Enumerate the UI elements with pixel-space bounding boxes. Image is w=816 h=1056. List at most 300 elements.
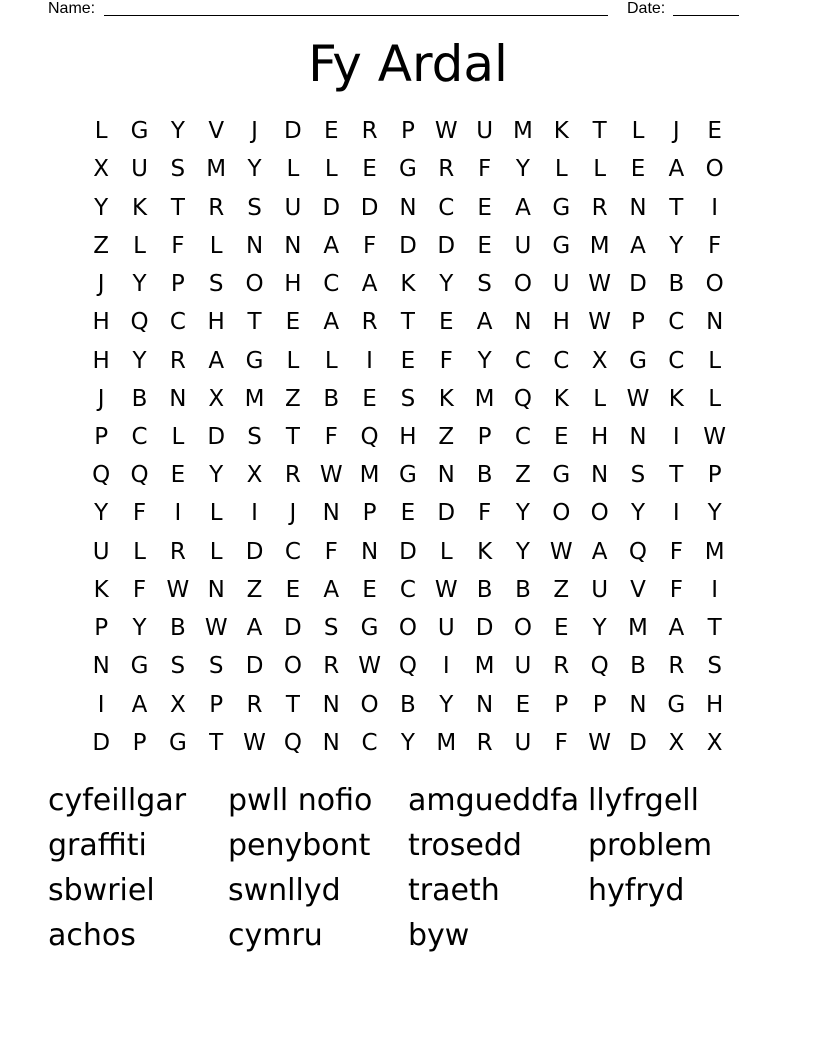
grid-letter: R [591,194,608,221]
grid-letter: Q [283,729,302,756]
grid-letter: B [169,615,186,642]
grid-letter: P [554,691,569,718]
name-field-line [104,0,608,16]
grid-letter: N [629,691,647,718]
grid-letter: K [553,118,569,145]
grid-letter: W [434,576,458,603]
grid-letter: W [588,309,612,336]
grid-letter: B [630,653,646,680]
grid-letter: I [97,691,105,718]
grid-letter: U [514,232,532,259]
grid-letter: L [94,118,108,145]
grid-letter: W [434,118,458,145]
grid-letter: S [630,462,646,489]
grid-letter: J [97,385,105,412]
grid-letter: W [588,729,612,756]
grid-letter: N [514,309,532,336]
grid-letter: N [476,691,494,718]
grid-letter: R [284,462,301,489]
grid-row [82,380,734,418]
grid-letter: K [400,271,416,298]
grid-letter: S [170,653,186,680]
grid-letter: N [92,653,110,680]
grid-letter: D [284,615,302,642]
grid-letter: R [208,194,225,221]
grid-letter: X [668,729,685,756]
date-field-line [673,0,739,16]
grid-letter: H [706,691,724,718]
grid-letter: J [289,500,297,527]
grid-letter: X [591,347,608,374]
grid-letter: H [92,309,110,336]
grid-letter: L [593,156,607,183]
grid-letter: U [514,653,532,680]
word-list-item: swnllyd [228,873,341,908]
grid-letter: E [630,156,646,183]
grid-letter: F [669,576,683,603]
page-title: Fy Ardal [308,35,508,93]
grid-letter: W [358,653,381,680]
grid-letter: R [323,653,340,680]
grid-letter: F [171,232,185,259]
grid-letter: F [324,538,338,565]
grid-letter: E [285,576,301,603]
grid-letter: G [360,615,379,642]
word-list-item: penybont [228,828,371,863]
word-list-item: cymru [228,918,323,953]
grid-letter: O [513,615,532,642]
grid-letter: Z [93,232,110,259]
grid-letter: N [169,385,187,412]
grid-letter: P [132,729,147,756]
grid-row [82,686,734,724]
grid-letter: U [284,194,302,221]
grid-letter: L [554,156,568,183]
grid-letter: R [169,538,186,565]
grid-letter: H [399,423,417,450]
word-list-item: traeth [408,873,500,908]
grid-letter: R [438,156,455,183]
grid-letter: A [630,232,646,259]
grid-letter: N [207,576,225,603]
grid-letter: Q [628,538,648,565]
word-list-item: llyfrgell [588,783,699,818]
grid-letter: N [284,232,302,259]
grid-letter: A [323,576,340,603]
grid-letter: U [437,615,455,642]
grid-letter: H [92,347,110,374]
grid-letter: L [439,538,453,565]
grid-letter: L [593,385,607,412]
grid-letter: S [247,423,262,450]
grid-letter: N [322,500,340,527]
name-label: Name: [48,0,96,17]
grid-letter: I [442,653,450,680]
grid-letter: T [707,615,722,642]
grid-letter: L [324,347,338,374]
grid-letter: S [477,271,492,298]
grid-letter: O [283,653,302,680]
grid-row [82,724,734,762]
grid-letter: Y [515,500,530,527]
grid-letter: X [706,729,723,756]
grid-letter: C [668,309,685,336]
grid-letter: K [668,385,684,412]
grid-letter: M [474,653,495,680]
header [48,0,748,20]
grid-letter: N [706,309,724,336]
grid-letter: O [705,156,724,183]
grid-letter: Z [285,385,301,412]
grid-letter: C [399,576,416,603]
grid-letter: E [362,385,377,412]
grid-letter: D [245,653,264,680]
grid-letter: Q [92,462,111,489]
grid-letter: F [669,538,683,565]
grid-row [82,227,734,265]
grid-letter: T [247,309,262,336]
grid-letter: I [251,500,258,527]
grid-letter: Y [132,271,147,298]
grid-letter: M [513,118,533,145]
grid-letter: T [285,423,300,450]
grid-letter: E [477,232,492,259]
grid-letter: L [708,347,722,374]
word-list [48,778,768,958]
grid-letter: Z [438,423,455,450]
grid-letter: A [323,309,340,336]
grid-letter: K [438,385,454,412]
grid-letter: Y [669,232,684,259]
grid-letter: H [590,423,609,450]
grid-letter: D [629,271,647,298]
grid-row [82,494,734,532]
grid-letter: E [554,615,569,642]
grid-letter: F [477,156,492,183]
grid-row [82,609,734,647]
grid-letter: E [170,462,186,489]
grid-letter: W [588,271,612,298]
word-list-item: pwll nofio [228,783,373,818]
grid-letter: Y [400,729,415,756]
grid-letter: Y [439,691,454,718]
word-list-item: problem [588,828,713,863]
grid-row [82,112,734,150]
grid-letter: E [362,576,377,603]
grid-letter: O [513,271,532,298]
grid-letter: U [591,576,609,603]
grid-letter: I [366,347,373,374]
grid-letter: L [171,423,185,450]
grid-letter: O [705,271,724,298]
grid-letter: L [133,232,146,259]
grid-letter: X [208,385,225,412]
word-list-item: trosedd [408,828,522,863]
grid-letter: I [672,500,680,527]
grid-letter: Y [247,156,262,183]
grid-letter: R [361,309,378,336]
grid-letter: Y [170,118,185,145]
grid-letter: K [131,194,148,221]
grid-letter: H [284,271,302,298]
grid-letter: F [362,232,377,259]
grid-letter: M [206,156,227,183]
grid-letter: A [246,615,263,642]
grid-letter: G [629,347,647,374]
grid-letter: C [438,194,455,221]
grid-letter: N [360,538,379,565]
grid-letter: W [703,423,727,450]
grid-letter: Y [209,462,224,489]
grid-letter: D [360,194,379,221]
grid-letter: A [323,232,340,259]
grid-letter: D [475,615,494,642]
grid-letter: V [208,118,225,145]
grid-letter: O [398,615,417,642]
grid-letter: Y [592,615,607,642]
grid-letter: W [626,385,650,412]
grid-letter: O [552,500,571,527]
grid-letter: Y [477,347,492,374]
grid-letter: Q [590,653,609,680]
grid-letter: P [631,309,645,336]
grid-letter: S [208,653,224,680]
grid-letter: T [669,462,684,489]
grid-letter: J [672,118,680,145]
grid-letter: B [131,385,148,412]
grid-letter: M [359,462,380,489]
grid-letter: A [208,347,225,374]
word-list-item: graffiti [48,828,147,863]
grid-row [82,150,734,188]
grid-letter: T [400,309,415,336]
grid-letter: C [323,271,340,298]
grid-letter: M [436,729,457,756]
grid-letter: Y [132,347,147,374]
grid-letter: L [286,156,300,183]
grid-letter: P [362,500,377,527]
grid-letter: E [515,691,531,718]
grid-letter: N [322,729,340,756]
grid-letter: G [130,118,149,145]
grid-row [82,533,734,571]
grid-letter: B [668,271,685,298]
grid-letter: W [549,538,573,565]
grid-letter: D [284,118,302,145]
grid-letter: K [93,576,109,603]
grid-letter: U [514,729,532,756]
grid-letter: B [476,462,493,489]
grid-letter: P [170,271,185,298]
letter-grid [82,112,734,762]
grid-letter: H [552,309,570,336]
grid-letter: E [477,194,492,221]
grid-letter: V [630,576,646,603]
grid-letter: P [592,691,607,718]
grid-letter: Z [515,462,531,489]
date-label: Date: [627,0,666,17]
grid-letter: D [437,500,456,527]
grid-letter: G [399,462,417,489]
grid-letter: E [707,118,722,145]
grid-letter: E [323,118,339,145]
grid-letter: Y [94,194,109,221]
grid-letter: Q [360,423,379,450]
grid-letter: A [668,615,685,642]
grid-letter: H [207,309,225,336]
grid-letter: N [591,462,609,489]
grid-letter: F [477,500,492,527]
grid-letter: A [476,309,493,336]
grid-letter: S [707,653,722,680]
grid-letter: C [668,347,685,374]
grid-letter: N [399,194,417,221]
grid-letter: P [400,118,415,145]
grid-row [82,571,734,609]
grid-letter: F [132,576,147,603]
grid-letter: N [322,691,340,718]
grid-letter: G [399,156,417,183]
grid-letter: B [400,691,416,718]
grid-letter: O [590,500,609,527]
grid-letter: I [174,500,182,527]
grid-letter: U [131,156,148,183]
grid-letter: Z [553,576,570,603]
grid-letter: R [361,118,378,145]
grid-letter: S [400,385,416,412]
grid-letter: N [629,194,647,221]
grid-letter: B [476,576,493,603]
grid-letter: C [514,423,531,450]
grid-letter: S [170,156,186,183]
grid-letter: T [285,691,300,718]
grid-letter: L [209,232,223,259]
grid-letter: Q [130,309,149,336]
grid-letter: R [169,347,186,374]
grid-letter: E [554,423,569,450]
grid-letter: R [246,691,263,718]
grid-letter: Y [439,271,454,298]
grid-letter: Q [513,385,532,412]
grid-letter: M [628,615,648,642]
grid-letter: L [324,156,338,183]
grid-letter: X [246,462,263,489]
grid-letter: M [704,538,725,565]
grid-letter: Z [246,576,263,603]
grid-letter: G [168,729,187,756]
grid-letter: L [133,538,146,565]
grid-letter: A [361,271,378,298]
grid-letter: T [592,118,607,145]
grid-letter: Y [707,500,722,527]
grid-letter: G [552,462,571,489]
word-list-item: achos [48,918,136,953]
grid-letter: X [93,156,110,183]
grid-letter: S [247,194,262,221]
grid-letter: C [169,309,186,336]
grid-letter: M [589,232,610,259]
grid-letter: C [284,538,301,565]
grid-letter: L [209,500,223,527]
grid-row [82,303,734,341]
grid-letter: L [708,385,722,412]
grid-letter: F [554,729,568,756]
grid-letter: G [552,232,571,259]
grid-letter: E [362,156,377,183]
grid-letter: I [711,576,719,603]
grid-letter: D [322,194,341,221]
grid-letter: R [476,729,493,756]
grid-letter: A [668,156,685,183]
grid-letter: D [629,729,647,756]
grid-letter: G [552,194,571,221]
grid-letter: J [97,271,105,298]
grid-letter: A [591,538,608,565]
grid-letter: L [209,538,223,565]
grid-letter: N [437,462,455,489]
grid-letter: O [360,691,379,718]
grid-letter: X [169,691,186,718]
grid-row [82,456,734,494]
word-list-item: sbwriel [48,873,155,908]
grid-letter: C [514,347,531,374]
grid-letter: T [170,194,185,221]
grid-letter: G [245,347,264,374]
grid-letter: S [323,615,339,642]
word-list-item: hyfryd [588,873,685,908]
grid-letter: Y [515,538,530,565]
grid-letter: W [166,576,190,603]
grid-letter: P [94,423,109,450]
grid-letter: Q [130,462,149,489]
grid-letter: N [629,423,647,450]
grid-letter: S [208,271,224,298]
grid-letter: B [515,576,531,603]
grid-letter: W [243,729,266,756]
grid-letter: W [319,462,343,489]
grid-letter: T [669,194,684,221]
grid-letter: A [515,194,531,221]
grid-letter: E [400,347,416,374]
grid-letter: K [477,538,493,565]
grid-letter: F [132,500,147,527]
grid-letter: J [251,118,258,145]
grid-letter: E [285,309,301,336]
grid-letter: Q [398,653,417,680]
grid-letter: Y [515,156,530,183]
grid-row [82,647,734,685]
grid-letter: U [92,538,110,565]
grid-letter: N [245,232,264,259]
grid-letter: I [711,194,719,221]
grid-row [82,188,734,226]
grid-letter: Y [630,500,646,527]
grid-letter: R [553,653,570,680]
word-list-item: cyfeillgar [48,783,187,818]
grid-letter: F [439,347,453,374]
grid-letter: P [477,423,492,450]
word-list-item: byw [408,918,470,953]
grid-letter: U [476,118,494,145]
grid-letter: T [209,729,224,756]
grid-letter: D [437,232,456,259]
grid-letter: F [708,232,722,259]
grid-letter: F [324,423,338,450]
grid-letter: D [399,232,417,259]
grid-letter: D [207,423,226,450]
grid-letter: M [244,385,265,412]
grid-letter: C [361,729,378,756]
